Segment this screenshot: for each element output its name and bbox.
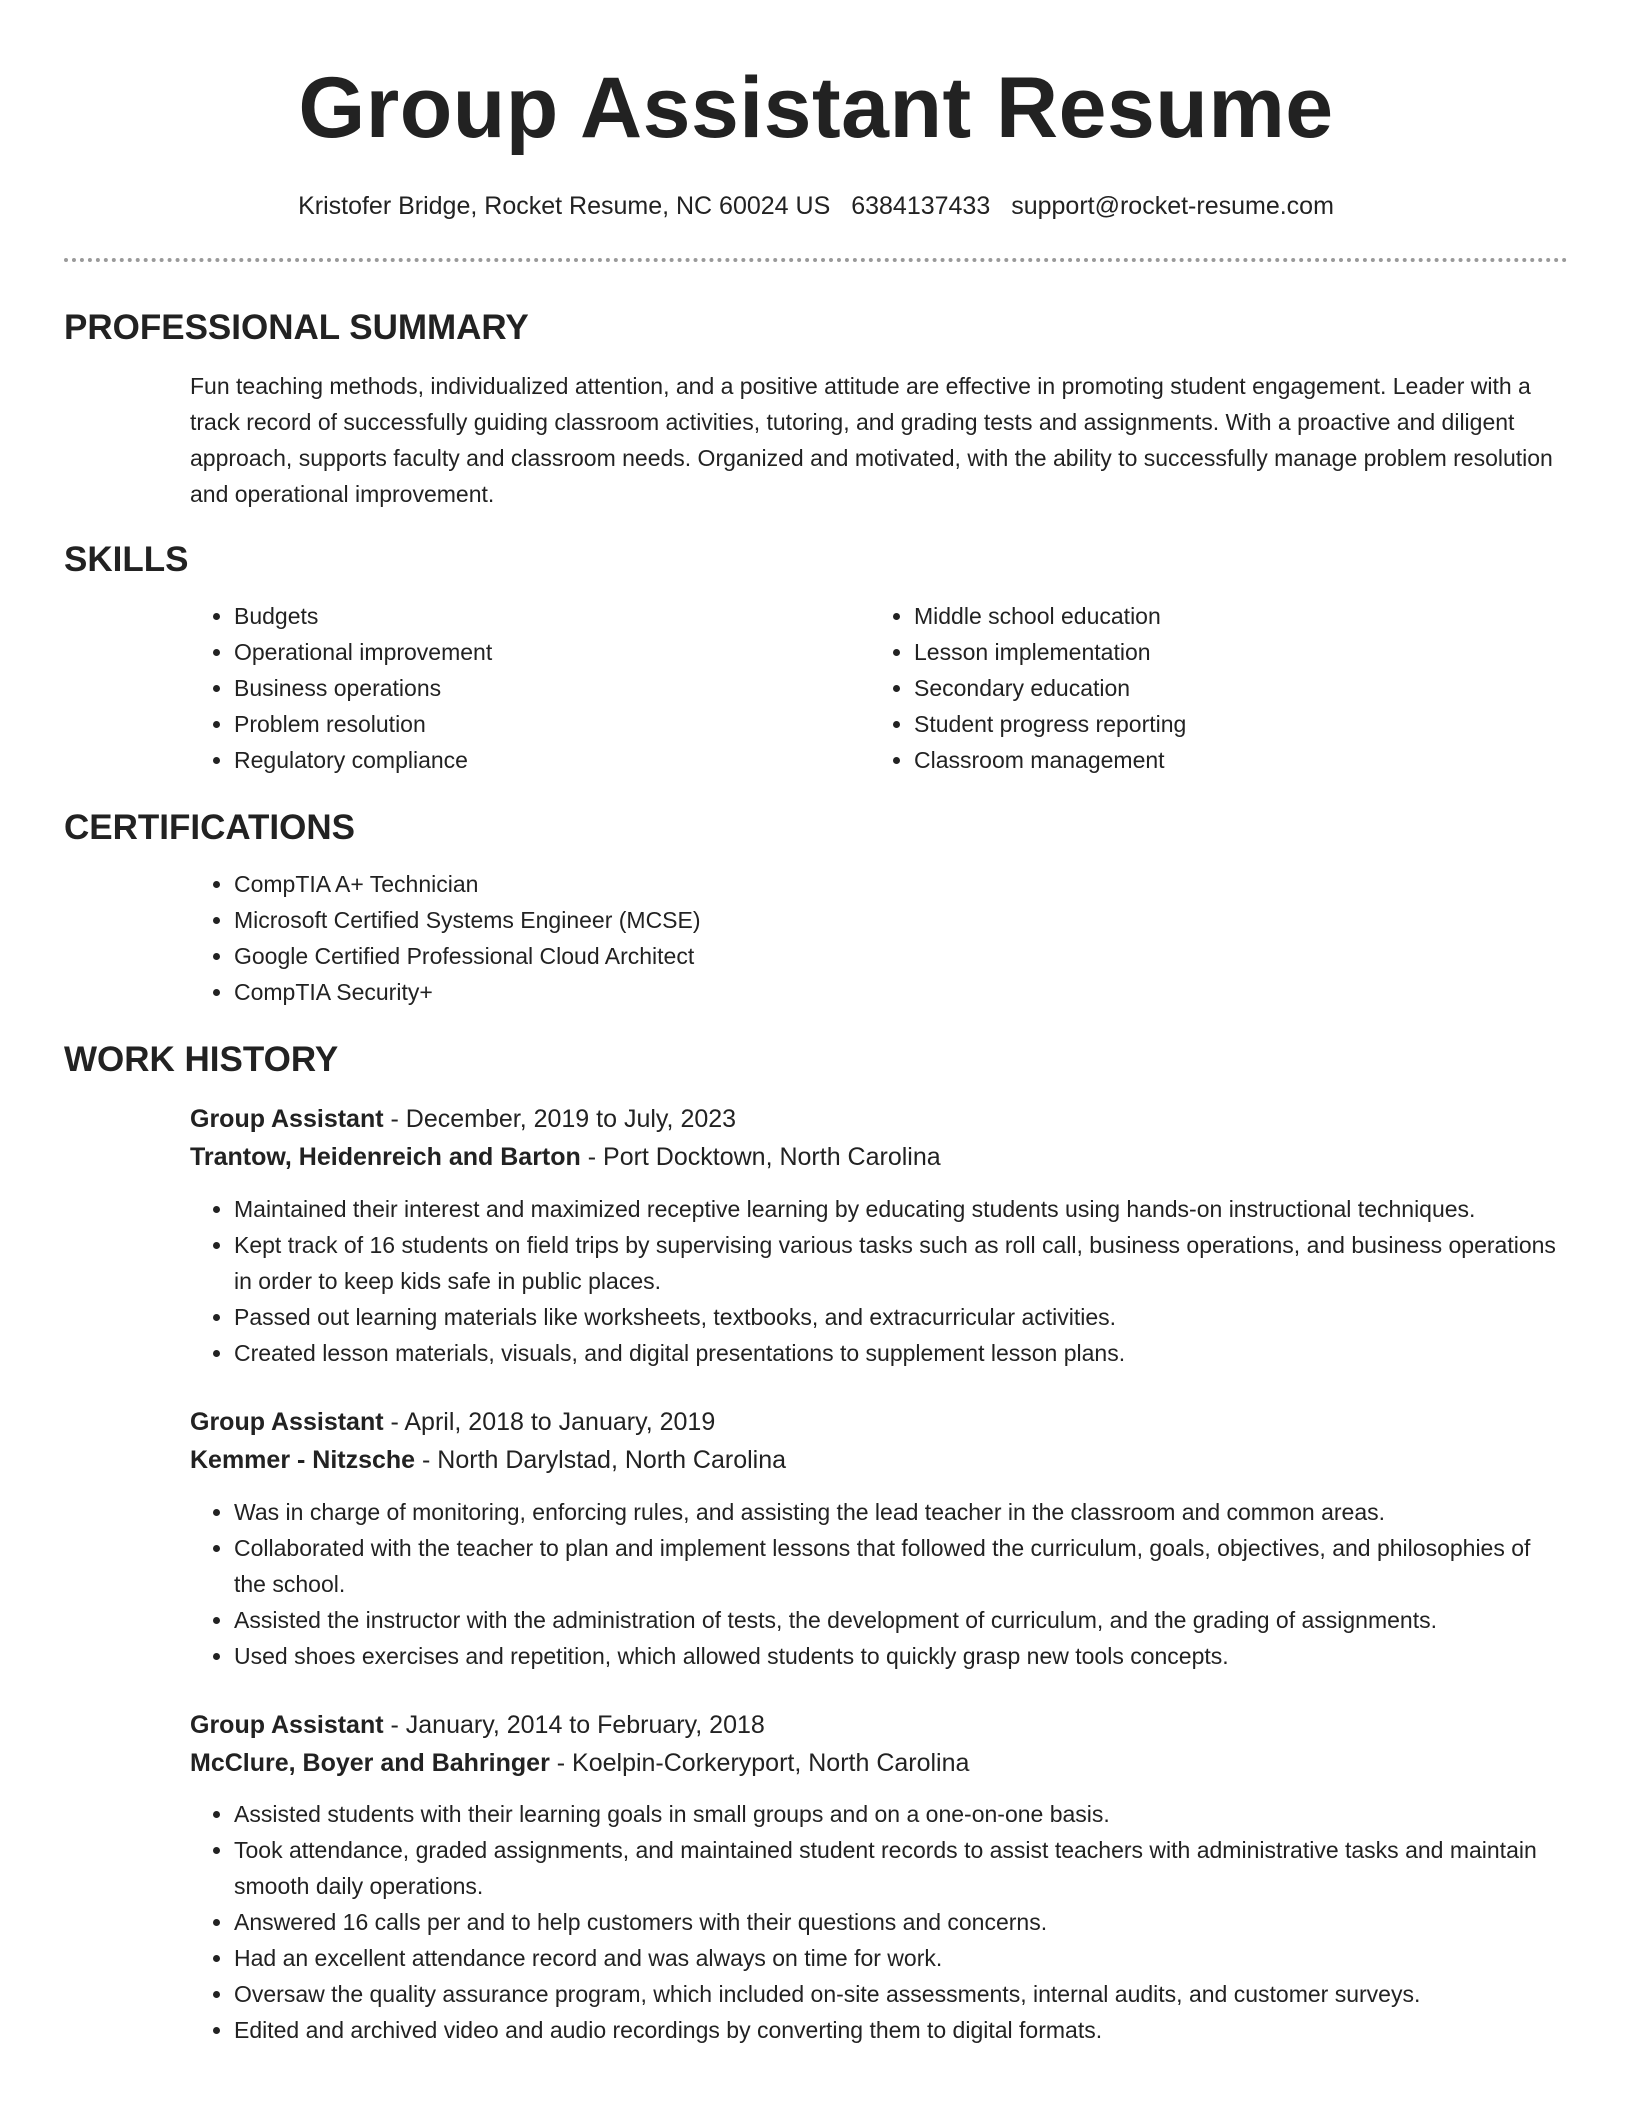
job-dates: - December, 2019 to July, 2023 [383, 1105, 737, 1133]
job-entry [64, 1403, 1568, 1674]
summary-section [64, 306, 1568, 512]
job-bullet: • Took attendance, graded assignments, and maintained student records to assist teachers with administrative tasks and maintain smooth daily operations. [234, 1832, 1568, 1904]
skill-item: • Business operations [234, 670, 870, 706]
job-bullet: • Kept track of 16 students on field trips by supervising various tasks such as roll call, business operations, and business operations in order to keep kids safe in public places. [234, 1227, 1568, 1299]
skills-heading: SKILLS [64, 540, 189, 579]
contact-email: support@rocket-resume.com [1011, 192, 1334, 220]
job-bullet: • Edited and archived video and audio recordings by converting them to digital formats. [234, 2012, 1568, 2048]
skills-section [64, 538, 1568, 778]
employer-location: - North Darylstad, North Carolina [415, 1446, 787, 1474]
skill-item: • Budgets [234, 598, 870, 634]
job-entry [64, 1706, 1568, 2048]
employer-name: Kemmer - Nitzsche [190, 1446, 416, 1474]
employer-line [190, 1744, 1568, 1782]
summary-text: Fun teaching methods, individualized attention, and a positive attitude are effective in promoting student engagement. Leader with a track record of successfully guiding classroom activities, tutoring, and grading tests and assignments. With a proactive and diligent approach, supports faculty and classroom needs. Organized and motivated, with the ability to successfully manage problem resolution and operational improvement. [190, 373, 1553, 507]
certifications-heading: CERTIFICATIONS [64, 808, 356, 847]
job-bullet: • Assisted students with their learning goals in small groups and on a one-on-one basis. [234, 1796, 1568, 1832]
job-bullet: • Maintained their interest and maximized receptive learning by educating students using hands-on instructional techniques. [234, 1191, 1568, 1227]
employer-line [190, 1441, 1568, 1479]
job-title: Group Assistant [190, 1105, 384, 1133]
skill-item: • Problem resolution [234, 706, 870, 742]
skill-item: • Lesson implementation [914, 634, 1550, 670]
contact-address: Kristofer Bridge, Rocket Resume, NC 60024 US [298, 192, 831, 220]
job-title: Group Assistant [190, 1408, 384, 1436]
skill-item: • Student progress reporting [914, 706, 1550, 742]
job-title: Group Assistant [190, 1711, 384, 1739]
job-bullet: • Used shoes exercises and repetition, which allowed students to quickly grasp new tools concepts. [234, 1638, 1568, 1674]
header-divider [64, 258, 1568, 262]
skill-item: • Operational improvement [234, 634, 870, 670]
employer-name: Trantow, Heidenreich and Barton [190, 1143, 581, 1171]
work-history-heading: WORK HISTORY [64, 1040, 339, 1079]
skill-item: • Classroom management [914, 742, 1550, 778]
resume-title: Group Assistant Resume [298, 60, 1334, 156]
employer-location: - Port Docktown, North Carolina [580, 1143, 941, 1171]
job-bullet: • Created lesson materials, visuals, and digital presentations to supplement lesson plans. [234, 1335, 1568, 1371]
job-bullet: • Had an excellent attendance record and was always on time for work. [234, 1940, 1568, 1976]
certification-item: • Google Certified Professional Cloud Architect [234, 938, 1568, 974]
job-title-line [190, 1706, 1568, 1744]
employer-name: McClure, Boyer and Bahringer [190, 1749, 550, 1777]
certification-item: • Microsoft Certified Systems Engineer (MCSE) [234, 902, 1568, 938]
job-bullet: • Oversaw the quality assurance program, which included on-site assessments, internal audits, and customer surveys. [234, 1976, 1568, 2012]
job-bullet: • Collaborated with the teacher to plan and implement lessons that followed the curriculum, goals, objectives, and philosophies of the school. [234, 1530, 1568, 1602]
job-title-line [190, 1100, 1568, 1138]
job-title-line [190, 1403, 1568, 1441]
certification-item: • CompTIA Security+ [234, 974, 1568, 1010]
contact-phone: 6384137433 [851, 192, 991, 220]
skills-column-right [870, 598, 1550, 778]
employer-line [190, 1138, 1568, 1176]
skill-item: • Secondary education [914, 670, 1550, 706]
job-entry [64, 1100, 1568, 1371]
certifications-section [64, 806, 1568, 1010]
work-history-section [64, 1038, 1568, 2048]
job-bullet: • Was in charge of monitoring, enforcing rules, and assisting the lead teacher in the classroom and common areas. [234, 1494, 1568, 1530]
summary-heading: PROFESSIONAL SUMMARY [64, 308, 529, 347]
certification-item: • CompTIA A+ Technician [234, 866, 1568, 902]
skill-item: • Middle school education [914, 598, 1550, 634]
contact-line [64, 188, 1568, 224]
job-bullet: • Passed out learning materials like worksheets, textbooks, and extracurricular activities. [234, 1299, 1568, 1335]
job-bullet: • Assisted the instructor with the administration of tests, the development of curriculum, and the grading of assignments. [234, 1602, 1568, 1638]
skills-column-left [190, 598, 870, 778]
job-dates: - April, 2018 to January, 2019 [383, 1408, 716, 1436]
employer-location: - Koelpin-Corkeryport, North Carolina [549, 1749, 970, 1777]
skill-item: • Regulatory compliance [234, 742, 870, 778]
job-bullet: • Answered 16 calls per and to help customers with their questions and concerns. [234, 1904, 1568, 1940]
job-dates: - January, 2014 to February, 2018 [383, 1711, 765, 1739]
